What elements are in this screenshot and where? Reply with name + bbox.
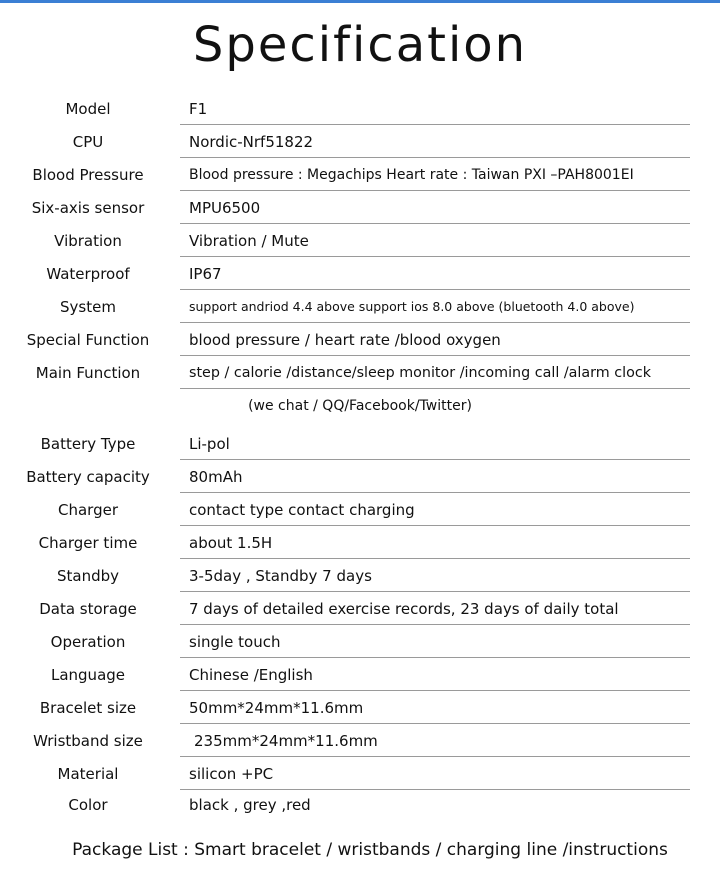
spec-label: Model — [65, 100, 111, 118]
spec-row-main-function-cont — [0, 390, 720, 422]
spec-label: Charger — [58, 501, 118, 519]
spec-row-charger-time — [0, 527, 720, 559]
spec-row-standby — [0, 560, 720, 592]
page-title: Specification — [192, 17, 528, 73]
row-divider — [180, 289, 690, 290]
spec-row-color — [0, 789, 720, 821]
spec-value: single touch — [189, 633, 281, 651]
spec-label: CPU — [72, 133, 104, 151]
spec-value: step / calorie /distance/sleep monitor /incoming call /alarm clock — [189, 365, 651, 381]
spec-row-six-axis-sensor — [0, 192, 720, 224]
spec-value: Li-pol — [189, 435, 230, 453]
package-list: Package List : Smart bracelet / wristbands / charging line /instructions — [72, 840, 668, 860]
spec-label: Operation — [50, 633, 126, 651]
row-divider — [180, 190, 690, 191]
row-divider — [180, 157, 690, 158]
spec-value: silicon +PC — [189, 765, 274, 783]
top-divider — [0, 0, 720, 3]
spec-label: Material — [57, 765, 119, 783]
spec-row-battery-capacity — [0, 461, 720, 493]
spec-value: 50mm*24mm*11.6mm — [189, 699, 364, 717]
spec-value: (we chat / QQ/Facebook/Twitter) — [248, 398, 472, 414]
spec-row-main-function — [0, 357, 720, 389]
spec-label: Charger time — [38, 534, 138, 552]
spec-value: blood pressure / heart rate /blood oxygen — [189, 331, 501, 349]
spec-value: 235mm*24mm*11.6mm — [194, 732, 378, 750]
spec-value: F1 — [189, 100, 208, 118]
row-divider — [180, 690, 690, 691]
spec-row-operation — [0, 626, 720, 658]
spec-value: IP67 — [189, 265, 222, 283]
spec-value: black , grey ,red — [189, 796, 311, 814]
spec-row-system — [0, 291, 720, 323]
spec-row-material — [0, 758, 720, 790]
row-divider — [180, 723, 690, 724]
spec-label: Battery Type — [40, 435, 136, 453]
spec-value: Vibration / Mute — [189, 232, 309, 250]
row-divider — [180, 223, 690, 224]
spec-row-blood-pressure — [0, 159, 720, 191]
spec-label: Wristband size — [33, 732, 143, 750]
spec-row-bracelet-size — [0, 692, 720, 724]
row-divider — [180, 591, 690, 592]
row-divider — [180, 124, 690, 125]
spec-label: Blood Pressure — [32, 166, 144, 184]
spec-label: Six-axis sensor — [31, 199, 145, 217]
row-divider — [180, 624, 690, 625]
row-divider — [180, 756, 690, 757]
spec-label: Battery capacity — [26, 468, 150, 486]
spec-label: Main Function — [35, 364, 141, 382]
spec-row-vibration — [0, 225, 720, 257]
spec-value: about 1.5H — [189, 534, 273, 552]
spec-label: Color — [68, 796, 108, 814]
spec-value: support andriod 4.4 above support ios 8.0 above (bluetooth 4.0 above) — [189, 299, 635, 314]
spec-label: Special Function — [26, 331, 150, 349]
spec-row-model — [0, 93, 720, 125]
spec-value: Chinese /English — [189, 666, 313, 684]
row-divider — [180, 322, 690, 323]
spec-row-charger — [0, 494, 720, 526]
spec-value: 7 days of detailed exercise records, 23 days of daily total — [189, 600, 619, 618]
row-divider — [180, 388, 690, 389]
spec-row-language — [0, 659, 720, 691]
row-divider — [180, 355, 690, 356]
spec-row-battery-type — [0, 428, 720, 460]
spec-row-cpu — [0, 126, 720, 158]
spec-value: Nordic-Nrf51822 — [189, 133, 314, 151]
spec-label: Language — [50, 666, 126, 684]
row-divider — [180, 459, 690, 460]
spec-value: 3-5day , Standby 7 days — [189, 567, 372, 585]
row-divider — [180, 558, 690, 559]
spec-row-waterproof — [0, 258, 720, 290]
spec-row-data-storage — [0, 593, 720, 625]
row-divider — [180, 657, 690, 658]
spec-label: Vibration — [54, 232, 122, 250]
row-divider — [180, 492, 690, 493]
spec-label: Bracelet size — [39, 699, 137, 717]
spec-label: Standby — [56, 567, 120, 585]
spec-value: contact type contact charging — [189, 501, 415, 519]
spec-label: Waterproof — [46, 265, 130, 283]
row-divider — [180, 525, 690, 526]
spec-row-wristband-size — [0, 725, 720, 757]
spec-value: 80mAh — [189, 468, 243, 486]
spec-value: MPU6500 — [189, 199, 261, 217]
spec-value: Blood pressure : Megachips Heart rate : Taiwan PXI –PAH8001EI — [189, 167, 634, 183]
spec-row-special-function — [0, 324, 720, 356]
spec-label: Data storage — [39, 600, 137, 618]
spec-label: System — [60, 298, 116, 316]
row-divider — [180, 256, 690, 257]
